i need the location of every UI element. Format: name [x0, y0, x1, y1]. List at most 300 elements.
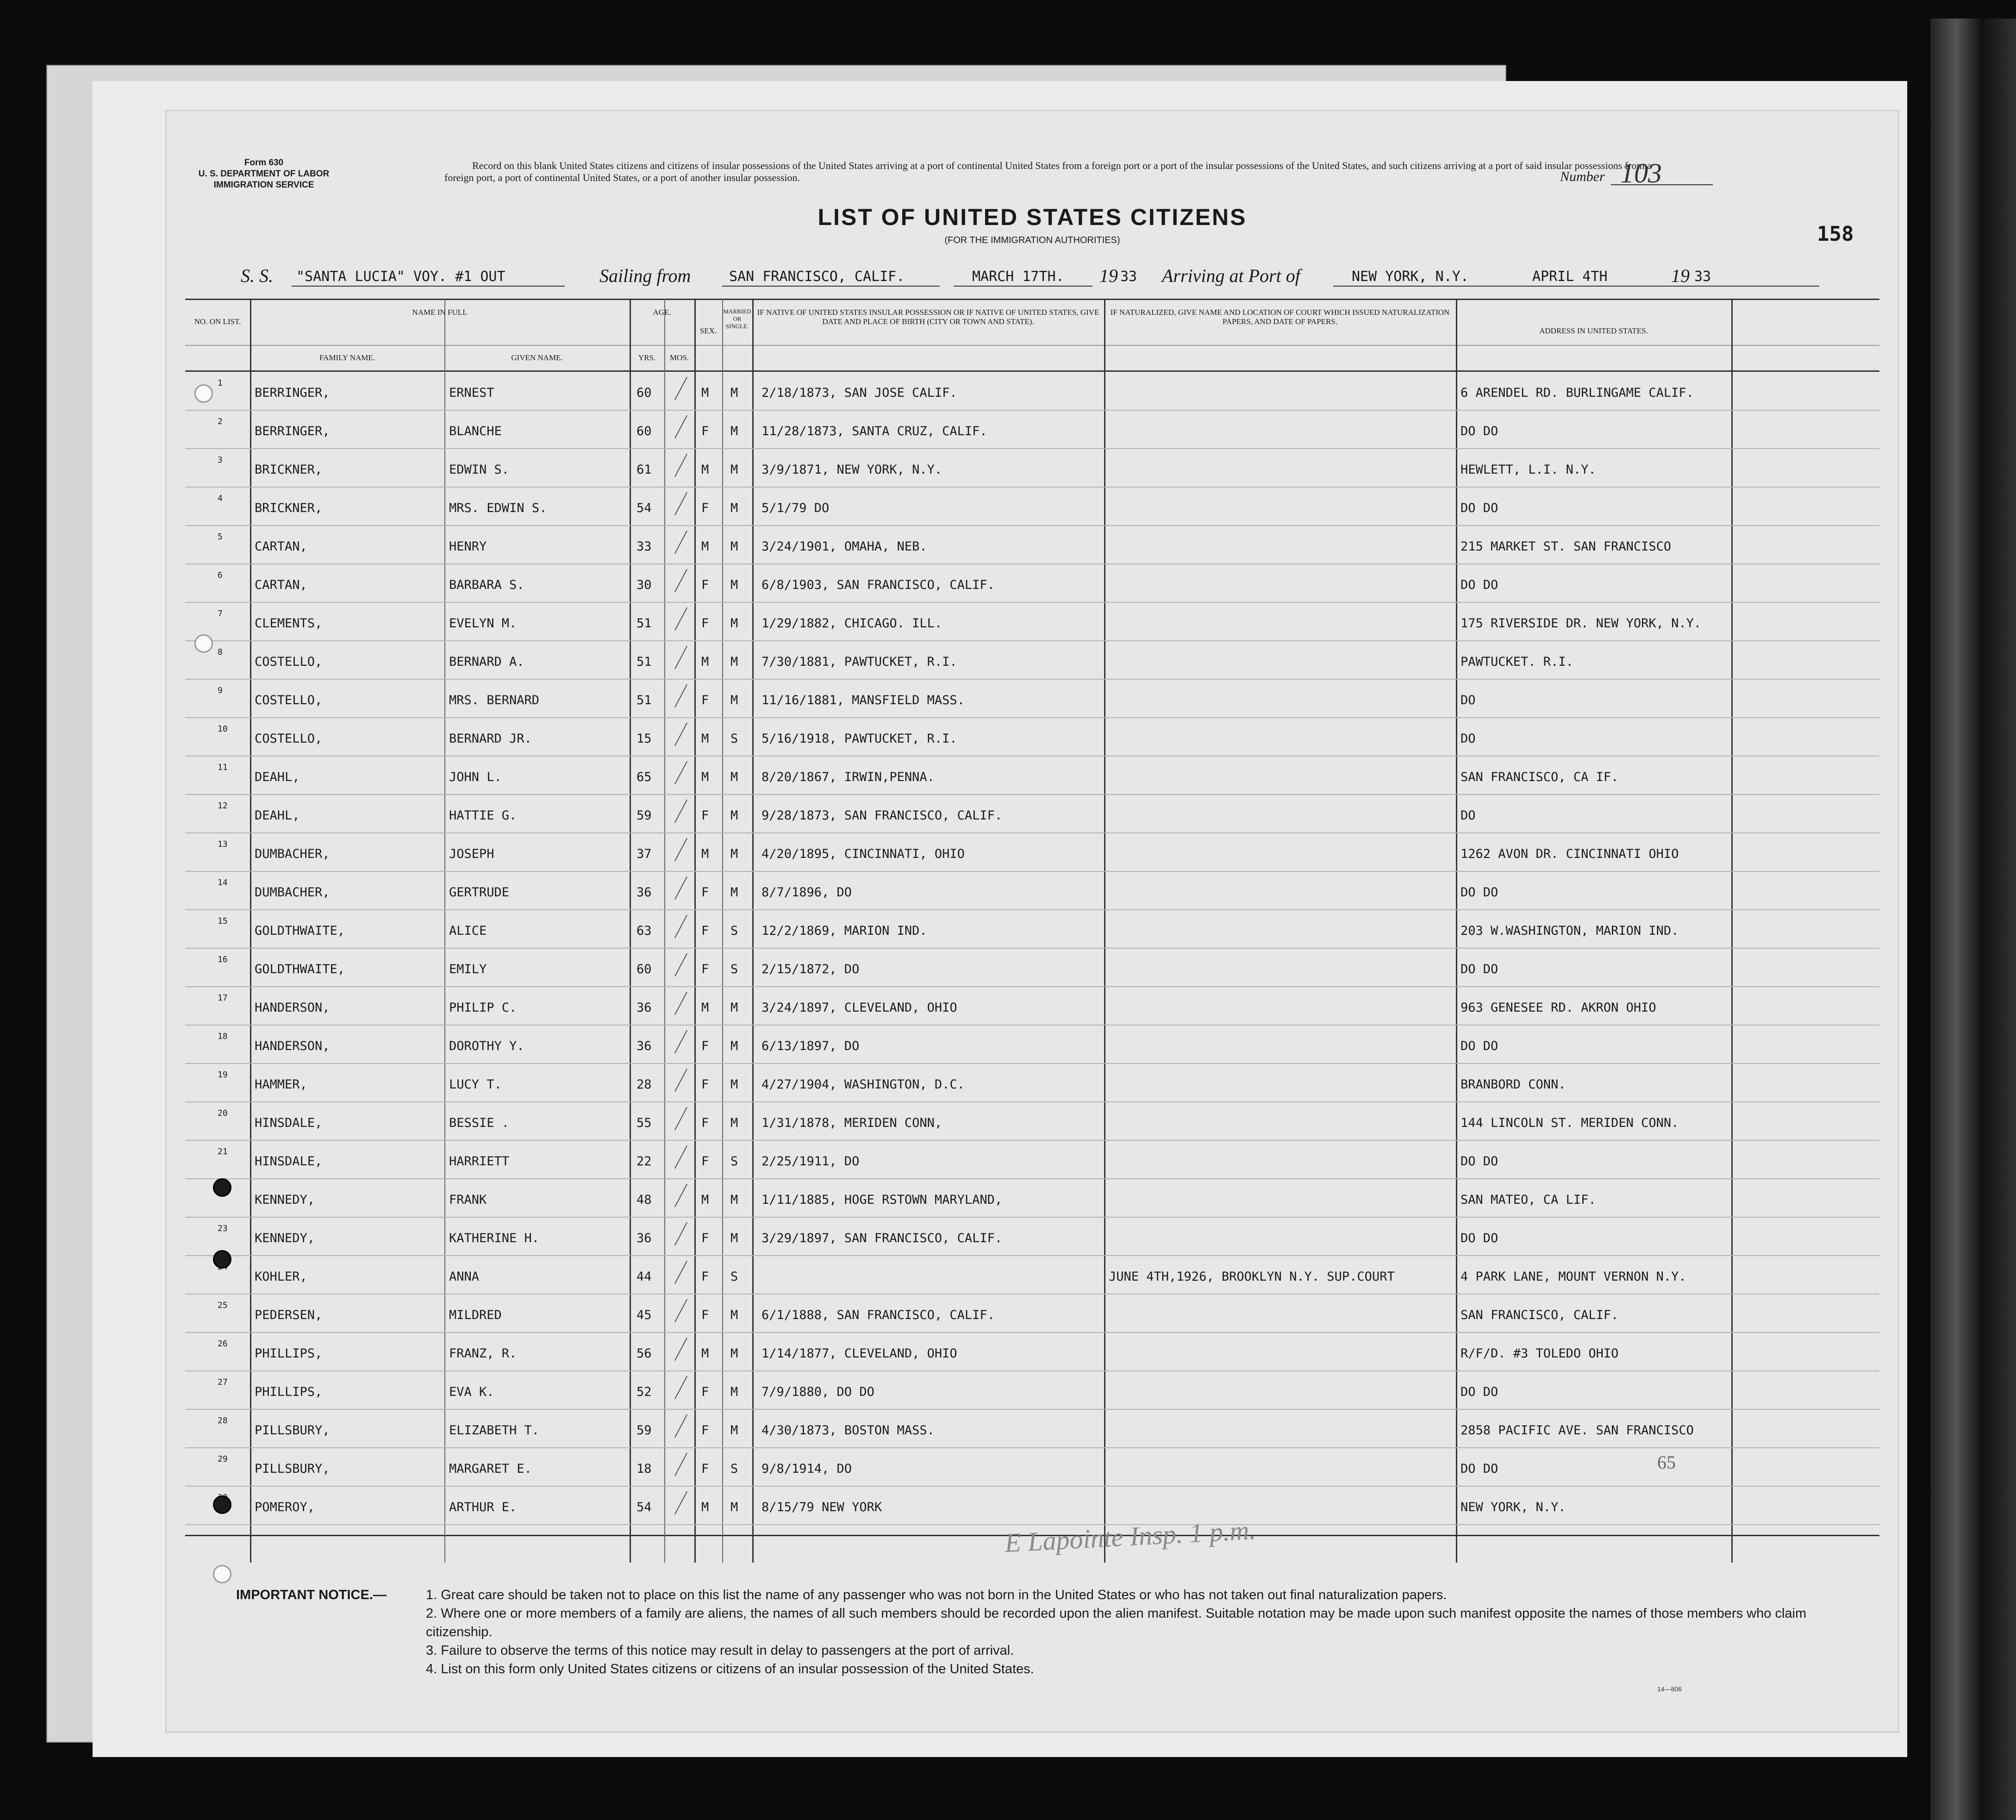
table-row: [185, 373, 1879, 410]
cell-given: MRS. EDWIN S.: [449, 501, 547, 515]
cell-family: KENNEDY,: [255, 1193, 315, 1207]
cell-age: 65: [637, 770, 652, 784]
table-row: [185, 526, 1879, 563]
cell-no: 2: [218, 417, 223, 426]
hdr-name-in-full: NAME IN FULL: [412, 308, 468, 317]
cell-birth: 2/18/1873, SAN JOSE CALIF.: [761, 386, 957, 400]
cell-sex: F: [701, 578, 709, 592]
cell-age: 54: [637, 501, 652, 515]
table-row: [185, 911, 1879, 948]
table-row: [185, 1103, 1879, 1140]
form-identifier: [185, 157, 343, 191]
cell-sex: F: [701, 1423, 709, 1438]
cell-addr: 2858 PACIFIC AVE. SAN FRANCISCO: [1461, 1423, 1694, 1438]
cell-no: 16: [218, 955, 228, 964]
check-mark: [674, 1184, 687, 1207]
form-number: Form 630: [244, 158, 284, 168]
check-mark: [674, 377, 687, 400]
hdr-native-birth: IF NATIVE OF UNITED STATES INSULAR POSSESSION OR IF NATIVE OF UNITED STATES, GIVE DATE AND PLACE OF BIRTH (CITY OR TOWN AND STATE).: [757, 308, 1099, 326]
cell-birth: 3/29/1897, SAN FRANCISCO, CALIF.: [761, 1231, 1003, 1245]
cell-given: ALICE: [449, 924, 487, 938]
hdr-address: ADDRESS IN UNITED STATES.: [1539, 326, 1648, 335]
check-mark: [674, 761, 687, 784]
cell-addr: DO DO: [1461, 885, 1498, 900]
table-row: [185, 1141, 1879, 1178]
cell-no: 29: [218, 1454, 228, 1464]
ss-label: S. S.: [241, 265, 273, 286]
cell-given: HATTIE G.: [449, 808, 517, 823]
cell-sex: M: [701, 1001, 709, 1015]
check-mark: [674, 1299, 687, 1322]
punch-hole: [194, 384, 213, 403]
cell-sex: M: [701, 1500, 709, 1514]
cell-age: 36: [637, 885, 652, 900]
cell-age: 55: [637, 1116, 652, 1130]
check-mark: [674, 492, 687, 515]
cell-ms: M: [730, 1039, 738, 1053]
table-row: [185, 872, 1879, 909]
table-row: [185, 1372, 1879, 1409]
cell-no: 3: [218, 455, 223, 465]
cell-birth: 7/30/1881, PAWTUCKET, R.I.: [761, 655, 957, 669]
cell-birth: 7/9/1880, DO DO: [761, 1385, 874, 1399]
cell-sex: F: [701, 1154, 709, 1169]
arrive-year-prefix: 19: [1671, 265, 1690, 286]
voyage-line: [167, 259, 1898, 292]
cell-addr: DO: [1461, 693, 1476, 707]
form-code: 14—806: [1657, 1685, 1682, 1693]
cell-no: 25: [218, 1301, 228, 1310]
cell-ms: S: [730, 924, 738, 938]
cell-family: KOHLER,: [255, 1270, 307, 1284]
cell-family: GOLDTHWAITE,: [255, 962, 345, 976]
cell-sex: M: [701, 1193, 709, 1207]
cell-given: MARGARET E.: [449, 1462, 532, 1476]
cell-given: ERNEST: [449, 386, 494, 400]
cell-birth: 1/31/1878, MERIDEN CONN,: [761, 1116, 942, 1130]
cell-sex: M: [701, 539, 709, 554]
cell-age: 54: [637, 1500, 652, 1514]
cell-no: 5: [218, 532, 223, 542]
hdr-naturalization: IF NATURALIZED, GIVE NAME AND LOCATION OF COURT WHICH ISSUED NATURALIZATION PAPERS, AND DATE OF PAPERS.: [1110, 308, 1450, 326]
cell-ms: M: [730, 1308, 738, 1322]
cell-no: 12: [218, 801, 228, 811]
cell-family: BERRINGER,: [255, 424, 330, 438]
table-row: [185, 795, 1879, 832]
cell-sex: F: [701, 808, 709, 823]
cell-addr: 963 GENESEE RD. AKRON OHIO: [1461, 1001, 1656, 1015]
cell-birth: 1/14/1877, CLEVELAND, OHIO: [761, 1346, 957, 1361]
cell-sex: F: [701, 1116, 709, 1130]
cell-no: 7: [218, 609, 223, 619]
cell-ms: S: [730, 732, 738, 746]
cell-age: 36: [637, 1001, 652, 1015]
cell-family: PILLSBURY,: [255, 1462, 330, 1476]
table-row: [185, 1218, 1879, 1255]
cell-birth: 6/8/1903, SAN FRANCISCO, CALIF.: [761, 578, 995, 592]
cell-birth: 8/7/1896, DO: [761, 885, 852, 900]
cell-birth: 5/16/1918, PAWTUCKET, R.I.: [761, 732, 957, 746]
cell-given: EVELYN M.: [449, 616, 517, 631]
cell-family: HINSDALE,: [255, 1116, 323, 1130]
cell-addr: DO DO: [1461, 1231, 1498, 1245]
cell-ms: M: [730, 1001, 738, 1015]
cell-age: 60: [637, 386, 652, 400]
cell-ms: M: [730, 616, 738, 631]
cell-family: DEAHL,: [255, 808, 300, 823]
cell-sex: M: [701, 770, 709, 784]
sail-year-prefix: 19: [1099, 265, 1118, 286]
cell-no: 15: [218, 916, 228, 926]
cell-no: 27: [218, 1377, 228, 1387]
cell-birth: 3/24/1901, OMAHA, NEB.: [761, 539, 927, 554]
cell-no: 26: [218, 1339, 228, 1349]
cell-birth: 6/13/1897, DO: [761, 1039, 860, 1053]
cell-sex: M: [701, 655, 709, 669]
cell-age: 15: [637, 732, 652, 746]
cell-addr: 6 ARENDEL RD. BURLINGAME CALIF.: [1461, 386, 1694, 400]
check-mark: [674, 1222, 687, 1245]
cell-addr: PAWTUCKET. R.I.: [1461, 655, 1573, 669]
cell-birth: 8/15/79 NEW YORK: [761, 1500, 882, 1514]
cell-ms: M: [730, 808, 738, 823]
check-mark: [674, 838, 687, 861]
check-mark: [674, 1338, 687, 1361]
check-mark: [674, 531, 687, 554]
cell-age: 36: [637, 1039, 652, 1053]
cell-sex: M: [701, 463, 709, 477]
notice-item-3: 3. Failure to observe the terms of this notice may result in delay to passengers at the port of arrival.: [426, 1643, 1014, 1658]
table-row: [185, 488, 1879, 525]
cell-birth: 2/25/1911, DO: [761, 1154, 860, 1169]
cell-no: 10: [218, 724, 228, 734]
sail-date: MARCH 17TH.: [972, 269, 1064, 285]
cell-age: 51: [637, 693, 652, 707]
cell-addr: SAN FRANCISCO, CALIF.: [1461, 1308, 1619, 1322]
table-row: [185, 834, 1879, 871]
cell-ms: S: [730, 1154, 738, 1169]
manifest-page: [167, 111, 1898, 1732]
table-row: [185, 1064, 1879, 1101]
table-row: [185, 988, 1879, 1025]
cell-ms: M: [730, 885, 738, 900]
from-port: SAN FRANCISCO, CALIF.: [729, 269, 905, 285]
cell-addr: 1262 AVON DR. CINCINNATI OHIO: [1461, 847, 1679, 861]
check-mark: [674, 953, 687, 976]
cell-given: PHILIP C.: [449, 1001, 517, 1015]
cell-ms: M: [730, 1385, 738, 1399]
cell-age: 60: [637, 424, 652, 438]
cell-given: EMILY: [449, 962, 487, 976]
cell-age: 51: [637, 655, 652, 669]
cell-given: EDWIN S.: [449, 463, 510, 477]
hdr-sex: SEX.: [699, 326, 717, 335]
cell-age: 36: [637, 1231, 652, 1245]
to-port: NEW YORK, N.Y.: [1352, 269, 1469, 285]
cell-age: 18: [637, 1462, 652, 1476]
cell-no: 13: [218, 839, 228, 849]
cell-addr: DO DO: [1461, 1039, 1498, 1053]
scanner-edge: [1930, 19, 2016, 1820]
page-number: 158: [1817, 222, 1854, 246]
cell-sex: M: [701, 847, 709, 861]
cell-given: EVA K.: [449, 1385, 494, 1399]
cell-ms: M: [730, 424, 738, 438]
cell-ms: M: [730, 1346, 738, 1361]
number-value: 103: [1620, 158, 1662, 188]
notice-item-1: 1. Great care should be taken not to place on this list the name of any passenger who was not born in the United States or who has not taken out final naturalization papers.: [426, 1588, 1447, 1602]
cell-sex: F: [701, 1270, 709, 1284]
cell-no: 18: [218, 1032, 228, 1041]
cell-given: JOHN L.: [449, 770, 502, 784]
cell-family: CARTAN,: [255, 578, 307, 592]
cell-ms: M: [730, 1077, 738, 1092]
cell-given: DOROTHY Y.: [449, 1039, 524, 1053]
notice-heading: IMPORTANT NOTICE.—: [236, 1588, 387, 1602]
cell-addr: DO: [1461, 732, 1476, 746]
cell-ms: M: [730, 1500, 738, 1514]
check-mark: [674, 454, 687, 477]
cell-ms: M: [730, 693, 738, 707]
arrive-date: APRIL 4TH: [1532, 269, 1608, 285]
cell-birth: 3/24/1897, CLEVELAND, OHIO: [761, 1001, 957, 1015]
notice-item-2: 2. Where one or more members of a family are aliens, the names of all such members should be recorded upon the alien manifest. Suitable notation may be made upon such manifest opposite the names of those members who claim citizenship.: [426, 1606, 1807, 1639]
cell-addr: DO DO: [1461, 1462, 1498, 1476]
cell-no: 11: [218, 763, 228, 772]
table-row: [185, 680, 1879, 717]
cell-no: 1: [218, 378, 223, 388]
cell-family: DUMBACHER,: [255, 885, 330, 900]
cell-ms: M: [730, 463, 738, 477]
cell-age: 52: [637, 1385, 652, 1399]
cell-birth: 4/20/1895, CINCINNATI, OHIO: [761, 847, 965, 861]
from-rule: [722, 286, 940, 287]
check-mark: [674, 415, 687, 438]
cell-sex: M: [701, 732, 709, 746]
check-mark: [674, 876, 687, 900]
cell-sex: M: [701, 1346, 709, 1361]
cell-ms: M: [730, 1423, 738, 1438]
cell-birth: 2/15/1872, DO: [761, 962, 860, 976]
cell-addr: 4 PARK LANE, MOUNT VERNON N.Y.: [1461, 1270, 1686, 1284]
table-row: [185, 949, 1879, 986]
ship-name: "SANTA LUCIA" VOY. #1 OUT: [296, 269, 506, 285]
cell-sex: F: [701, 1462, 709, 1476]
cell-given: BERNARD A.: [449, 655, 524, 669]
cell-family: PHILLIPS,: [255, 1385, 323, 1399]
page-subtitle: (FOR THE IMMIGRATION AUTHORITIES): [944, 235, 1120, 245]
cell-given: LUCY T.: [449, 1077, 502, 1092]
cell-no: 8: [218, 647, 223, 657]
cell-family: POMEROY,: [255, 1500, 315, 1514]
cell-ms: M: [730, 1231, 738, 1245]
cell-birth: 11/16/1881, MANSFIELD MASS.: [761, 693, 965, 707]
to-rule: [1333, 286, 1819, 287]
cell-age: 63: [637, 924, 652, 938]
check-mark: [674, 1145, 687, 1169]
cell-age: 56: [637, 1346, 652, 1361]
inspector-signature: E Lapointe Insp. 1 p.m.: [1004, 1514, 1257, 1558]
punch-hole: [213, 1565, 231, 1583]
cell-given: ELIZABETH T.: [449, 1423, 540, 1438]
cell-family: CARTAN,: [255, 539, 307, 554]
table-row: [185, 1410, 1879, 1447]
cell-family: COSTELLO,: [255, 693, 323, 707]
form-department: U. S. DEPARTMENT OF LABOR: [198, 169, 330, 179]
cell-age: 61: [637, 463, 652, 477]
cell-addr: DO DO: [1461, 424, 1498, 438]
cell-age: 33: [637, 539, 652, 554]
table-row: [185, 1333, 1879, 1370]
form-service: IMMIGRATION SERVICE: [213, 180, 314, 190]
cell-given: HARRIETT: [449, 1154, 510, 1169]
cell-sex: F: [701, 693, 709, 707]
cell-no: 20: [218, 1108, 228, 1118]
cell-sex: F: [701, 501, 709, 515]
table-row: [185, 450, 1879, 487]
cell-sex: F: [701, 1385, 709, 1399]
cell-ms: M: [730, 655, 738, 669]
check-mark: [674, 684, 687, 707]
hdr-family-name: FAMILY NAME.: [319, 353, 375, 362]
cell-family: GOLDTHWAITE,: [255, 924, 345, 938]
cell-birth: 8/20/1867, IRWIN,PENNA.: [761, 770, 935, 784]
cell-sex: F: [701, 1308, 709, 1322]
cell-age: 37: [637, 847, 652, 861]
table-row: [185, 1295, 1879, 1332]
cell-given: GERTRUDE: [449, 885, 510, 900]
cell-family: DEAHL,: [255, 770, 300, 784]
cell-sex: F: [701, 924, 709, 938]
hdr-no-on-list: NO. ON LIST.: [194, 317, 241, 326]
cell-ms: S: [730, 1462, 738, 1476]
cell-no: 19: [218, 1070, 228, 1080]
check-mark: [674, 1453, 687, 1476]
cell-addr: DO DO: [1461, 962, 1498, 976]
table-row: [185, 411, 1879, 448]
arrive-year: 33: [1694, 269, 1711, 285]
cell-birth: 1/11/1885, HOGE RSTOWN MARYLAND,: [761, 1193, 1003, 1207]
cell-no: 21: [218, 1147, 228, 1157]
cell-birth: 11/28/1873, SANTA CRUZ, CALIF.: [761, 424, 987, 438]
cell-no: 23: [218, 1224, 228, 1233]
cell-family: BRICKNER,: [255, 463, 323, 477]
cell-addr: SAN FRANCISCO, CA IF.: [1461, 770, 1619, 784]
cell-ms: M: [730, 539, 738, 554]
hdr-married-single: MARRIED OR SINGLE.: [723, 308, 751, 330]
cell-family: DUMBACHER,: [255, 847, 330, 861]
cell-birth: 9/28/1873, SAN FRANCISCO, CALIF.: [761, 808, 1003, 823]
check-mark: [674, 646, 687, 669]
punch-hole-dark: [213, 1178, 231, 1197]
intro-text: Record on this blank United States citizens and citizens of insular possessions of the United States arriving at a port of continental United States from a foreign port or a port of the insular possessions of the United States, and such citizens arriving at a port of said insular possessions from a foreign port, a port of continental United States, or a port of another insular possession.: [444, 160, 1652, 183]
cell-addr: DO: [1461, 808, 1476, 823]
cell-sex: F: [701, 616, 709, 631]
check-mark: [674, 1414, 687, 1438]
cell-addr: 144 LINCOLN ST. MERIDEN CONN.: [1461, 1116, 1679, 1130]
cell-ms: M: [730, 770, 738, 784]
notice-item-4: 4. List on this form only United States citizens or citizens of an insular possession of the United States.: [426, 1662, 1034, 1676]
cell-birth: 4/27/1904, WASHINGTON, D.C.: [761, 1077, 965, 1092]
sail-year: 33: [1120, 269, 1137, 285]
cell-given: ANNA: [449, 1270, 480, 1284]
check-mark: [674, 1030, 687, 1053]
cell-age: 44: [637, 1270, 652, 1284]
cell-addr: DO DO: [1461, 1385, 1498, 1399]
ship-rule: [292, 286, 565, 287]
cell-addr: 215 MARKET ST. SAN FRANCISCO: [1461, 539, 1672, 554]
cell-given: ARTHUR E.: [449, 1500, 517, 1514]
number-label: Number: [1560, 169, 1605, 184]
table-row: [185, 1257, 1879, 1294]
cell-ms: M: [730, 847, 738, 861]
page-title: LIST OF UNITED STATES CITIZENS: [818, 204, 1247, 230]
cell-birth: 9/8/1914, DO: [761, 1462, 852, 1476]
cell-ms: S: [730, 1270, 738, 1284]
cell-ms: M: [730, 1193, 738, 1207]
hdr-mos: MOS.: [669, 353, 689, 362]
table-row: [185, 642, 1879, 679]
cell-family: CLEMENTS,: [255, 616, 323, 631]
cell-sex: F: [701, 1077, 709, 1092]
cell-family: BRICKNER,: [255, 501, 323, 515]
date-rule: [954, 286, 1092, 287]
table-row: [185, 1449, 1879, 1486]
cell-age: 48: [637, 1193, 652, 1207]
cell-no: 14: [218, 878, 228, 888]
cell-family: COSTELLO,: [255, 655, 323, 669]
sailing-label: Sailing from: [599, 265, 691, 286]
arriving-label: Arriving at Port of: [1162, 265, 1300, 286]
cell-age: 60: [637, 962, 652, 976]
cell-sex: F: [701, 962, 709, 976]
cell-family: PHILLIPS,: [255, 1346, 323, 1361]
cell-birth: 6/1/1888, SAN FRANCISCO, CALIF.: [761, 1308, 995, 1322]
cell-birth: 5/1/79 DO: [761, 501, 830, 515]
cell-age: 59: [637, 808, 652, 823]
hdr-age: AGE.: [653, 308, 671, 317]
cell-given: BERNARD JR.: [449, 732, 532, 746]
cell-ms: M: [730, 578, 738, 592]
check-mark: [674, 1107, 687, 1130]
cell-family: PILLSBURY,: [255, 1423, 330, 1438]
punch-hole-dark: [213, 1495, 231, 1514]
cell-age: 59: [637, 1423, 652, 1438]
table-row: [185, 603, 1879, 640]
check-mark: [674, 723, 687, 746]
cell-addr: HEWLETT, L.I. N.Y.: [1461, 463, 1596, 477]
cell-family: HAMMER,: [255, 1077, 307, 1092]
cell-age: 22: [637, 1154, 652, 1169]
cell-no: 17: [218, 993, 228, 1003]
cell-age: 51: [637, 616, 652, 631]
cell-given: JOSEPH: [449, 847, 494, 861]
passenger-ledger: [185, 299, 1879, 1563]
check-mark: [674, 1261, 687, 1284]
check-mark: [674, 800, 687, 823]
cell-nat: JUNE 4TH,1926, BROOKLYN N.Y. SUP.COURT: [1109, 1270, 1395, 1284]
hdr-given-name: GIVEN NAME.: [511, 353, 563, 362]
cell-given: BARBARA S.: [449, 578, 524, 592]
punch-hole-dark: [213, 1250, 231, 1269]
cell-age: 30: [637, 578, 652, 592]
cell-addr: R/F/D. #3 TOLEDO OHIO: [1461, 1346, 1619, 1361]
cell-given: FRANZ, R.: [449, 1346, 517, 1361]
cell-given: MRS. BERNARD: [449, 693, 540, 707]
cell-age: 28: [637, 1077, 652, 1092]
cell-given: BLANCHE: [449, 424, 502, 438]
cell-no: 9: [218, 686, 223, 695]
